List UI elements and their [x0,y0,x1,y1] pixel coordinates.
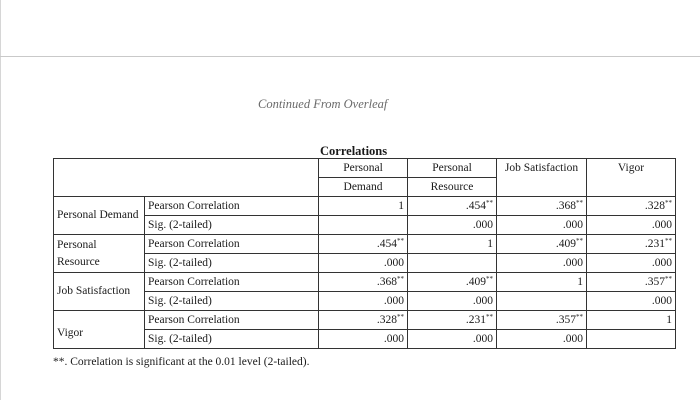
continued-note: Continued From Overleaf [258,97,388,111]
cell-value: .454** [319,235,408,254]
cell-value: .000 [319,292,408,311]
table-row [54,197,676,216]
column-header-personal-demand-1: Personal [319,159,408,178]
cell-value: 1 [408,235,497,254]
cell-value: .000 [319,254,408,273]
column-header-personal-demand-2: Demand [319,178,408,197]
cell-value: .000 [408,330,497,349]
page-divider [0,56,700,57]
cell-value [408,254,497,273]
cell-value: .328** [319,311,408,330]
stat-label: Pearson Correlation [145,235,319,254]
row-header-personal-resource: Personal Resource [54,235,145,273]
column-header-personal-resource-1: Personal [408,159,497,178]
header-corner [54,159,319,197]
table-row [54,254,676,273]
cell-value [319,216,408,235]
cell-value: .409** [497,235,587,254]
stat-label: Sig. (2-tailed) [145,330,319,349]
cell-value: .000 [587,292,676,311]
cell-value: .357** [587,273,676,292]
cell-value: .000 [497,254,587,273]
table-row [54,216,676,235]
table-row [54,292,676,311]
cell-value: .000 [587,216,676,235]
table-footnote: **. Correlation is significant at the 0.01 level (2-tailed). [53,356,310,368]
header-row-1 [54,159,676,178]
cell-value: .231** [587,235,676,254]
cell-value [587,330,676,349]
stat-label: Pearson Correlation [145,273,319,292]
table-row [54,330,676,349]
cell-value: .000 [497,330,587,349]
table-title: Correlations [320,144,388,158]
cell-value: 1 [587,311,676,330]
cell-value: .368** [497,197,587,216]
row-header-vigor: Vigor [54,311,145,349]
stat-label: Sig. (2-tailed) [145,254,319,273]
cell-value: .409** [408,273,497,292]
cell-value: .000 [408,216,497,235]
stat-label: Pearson Correlation [145,311,319,330]
column-header-job-satisfaction: Job Satisfaction [497,159,587,197]
table-row [54,311,676,330]
cell-value: .000 [587,254,676,273]
table-row [54,273,676,292]
cell-value: 1 [319,197,408,216]
stat-label: Sig. (2-tailed) [145,292,319,311]
cell-value: .454** [408,197,497,216]
cell-value: .000 [408,292,497,311]
column-header-vigor: Vigor [587,159,676,197]
cell-value: .357** [497,311,587,330]
cell-value: .328** [587,197,676,216]
correlations-table [53,158,676,349]
stat-label: Sig. (2-tailed) [145,216,319,235]
cell-value: 1 [497,273,587,292]
cell-value [497,292,587,311]
cell-value: .368** [319,273,408,292]
cell-value: .231** [408,311,497,330]
cell-value: .000 [497,216,587,235]
cell-value: .000 [319,330,408,349]
row-header-job-satisfaction: Job Satisfaction [54,273,145,311]
page-edge [0,0,1,400]
table-row [54,235,676,254]
column-header-personal-resource-2: Resource [408,178,497,197]
stat-label: Pearson Correlation [145,197,319,216]
row-header-personal-demand: Personal Demand [54,197,145,235]
